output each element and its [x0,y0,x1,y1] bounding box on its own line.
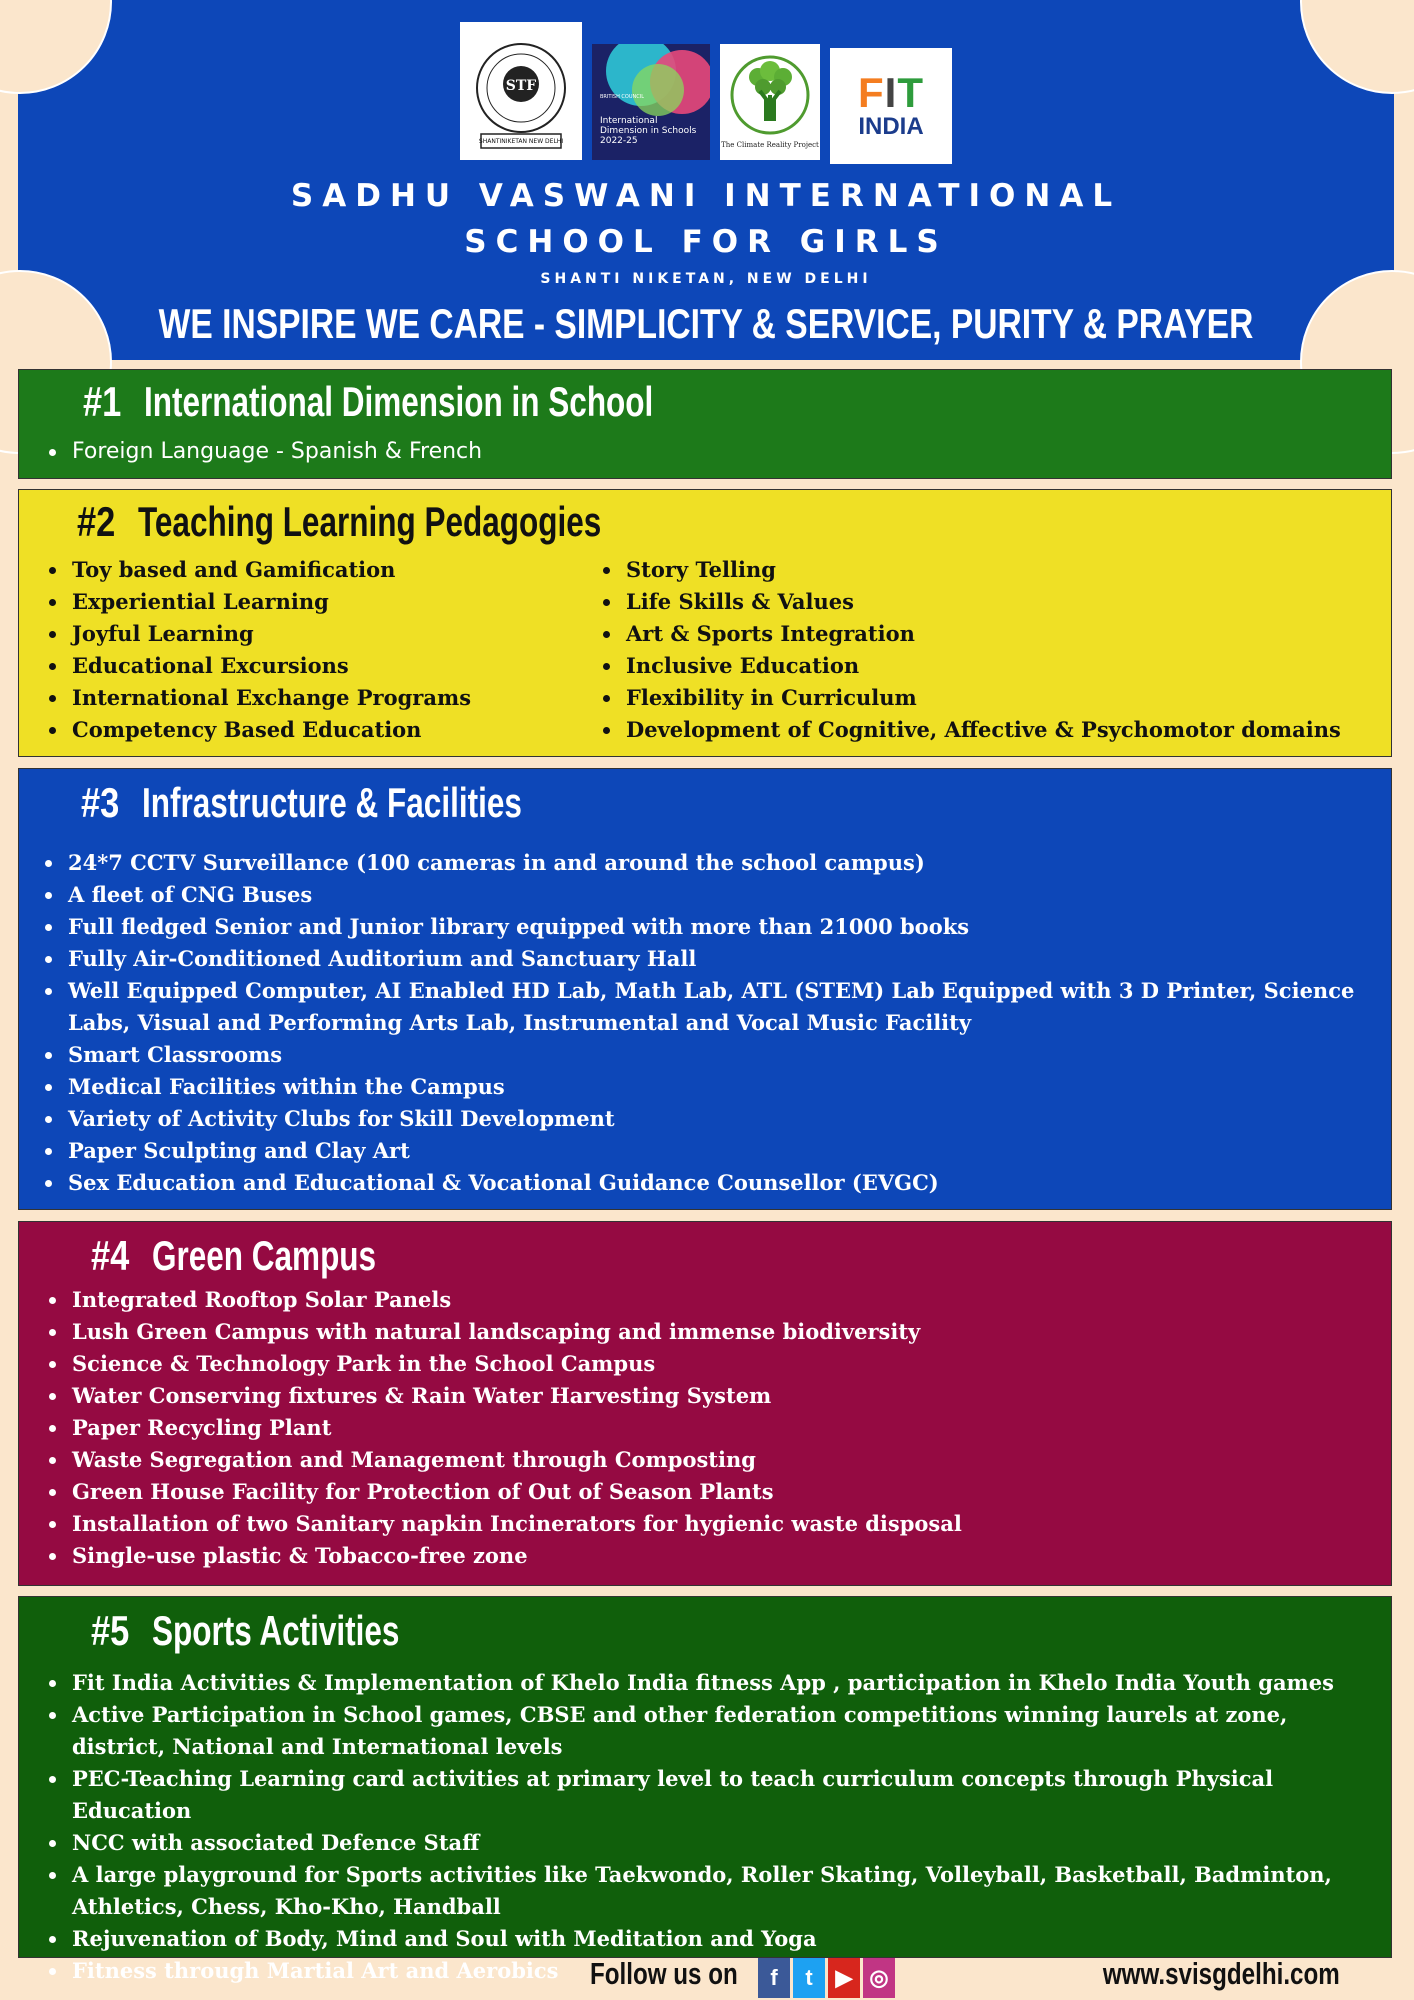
list-item: PEC-Teaching Learning card activities at primary level to teach curriculum concepts through Physical Education [43,1763,1373,1827]
social-links [758,1958,895,1998]
header-banner [18,0,1394,360]
youtube-icon[interactable]: ▶ [828,1958,860,1998]
tree-hand-icon [730,55,810,141]
list-item: Lush Green Campus with natural landscaping and immense biodiversity [43,1316,1373,1348]
list-item: Flexibility in Curriculum [597,682,1341,714]
section-title: International Dimension in School [143,378,654,425]
follow-us-label: Follow us on [590,1956,738,1991]
section-heading [81,779,648,827]
school-motto: WE INSPIRE WE CARE - SIMPLICITY & SERVICE, PURITY & PRAYER [158,300,1254,347]
green-campus-program-logo [720,44,820,160]
list-item: Paper Recycling Plant [43,1412,1373,1444]
british-council-ids-logo [592,44,710,160]
fit-wordmark: FIT [858,69,924,116]
section-title: Sports Activities [151,1607,400,1654]
list-item: Waste Segregation and Management through Composting [43,1444,1373,1476]
section-heading [83,378,823,426]
list-item: Active Participation in School games, CBSE and other federation competitions winning laurels at zone, district, National and International levels [43,1699,1373,1763]
instagram-icon[interactable]: ◎ [863,1958,895,1998]
list-item: 24*7 CCTV Surveillance (100 cameras in and around the school campus) [39,847,1369,879]
section-international-dimension [18,369,1392,479]
section-list-right [597,554,1341,746]
ids-label: International Dimension in Schools 2022-25 [600,116,697,146]
section-teaching-pedagogies [18,489,1392,757]
list-item: Smart Classrooms [39,1039,1369,1071]
list-item: Single-use plastic & Tobacco-free zone [43,1540,1373,1572]
section-title: Green Campus [151,1232,376,1279]
section-list [39,847,1369,1199]
svis-school-crest-logo [460,22,582,160]
list-item: A large playground for Sports activities like Taekwondo, Roller Skating, Volleyball, Basketball, Badminton, Athletics, Chess, Kho-Kho, Handball [43,1859,1373,1923]
list-item: Science & Technology Park in the School Campus [43,1348,1373,1380]
list-item: Medical Facilities within the Campus [39,1071,1369,1103]
list-item: Life Skills & Values [597,586,1341,618]
school-location: SHANTI NIKETAN, NEW DELHI [540,271,872,287]
list-item: Experiential Learning [43,586,471,618]
section-title: Infrastructure & Facilities [141,779,522,826]
section-heading [91,1607,482,1655]
list-item: Variety of Activity Clubs for Skill Development [39,1103,1369,1135]
section-green-campus [18,1221,1392,1586]
twitter-icon[interactable]: t [793,1958,825,1998]
section-title: Teaching Learning Pedagogies [137,498,601,545]
list-item: Fully Air-Conditioned Auditorium and Sanctuary Hall [39,943,1369,975]
crest-caption: SHANTINIKETAN NEW DELHI [478,137,564,145]
british-council-label: BRITISH COUNCIL [600,94,645,100]
green-campus-caption: The Climate Reality Project [721,141,819,149]
list-item: Development of Cognitive, Affective & Psychomotor domains [597,714,1341,746]
logo-strip [18,22,1394,164]
list-item: Competency Based Education [43,714,471,746]
list-item: Sex Education and Educational & Vocational Guidance Counsellor (EVGC) [39,1167,1369,1199]
list-item: Paper Sculpting and Clay Art [39,1135,1369,1167]
section-infrastructure [18,768,1392,1210]
section-list [43,436,482,468]
section-number: #2 [77,498,116,545]
list-item: Toy based and Gamification [43,554,471,586]
section-list-left [43,554,471,746]
list-item: Art & Sports Integration [597,618,1341,650]
list-item: Well Equipped Computer, AI Enabled HD Lab, Math Lab, ATL (STEM) Lab Equipped with 3 D Printer, Science Labs, Visual and Performing Arts Lab, Instrumental and Vocal Music Facility [39,975,1369,1039]
facebook-icon[interactable]: f [758,1958,790,1998]
website-link[interactable]: www.svisgdelhi.com [1103,1956,1340,1991]
list-item: Joyful Learning [43,618,471,650]
fit-india-logo [830,48,952,164]
list-item: Educational Excursions [43,650,471,682]
section-heading [91,1232,450,1280]
section-heading [77,498,755,546]
section-number: #4 [91,1232,130,1279]
section-number: #5 [91,1607,130,1654]
list-item: Water Conserving fixtures & Rain Water Harvesting System [43,1380,1373,1412]
list-item: International Exchange Programs [43,682,471,714]
section-list [43,1284,1373,1572]
school-name-line1: SADHU VASWANI INTERNATIONAL [290,178,1122,214]
list-item: Fit India Activities & Implementation of Khelo India fitness App , participation in Khelo India Youth games [43,1667,1373,1699]
section-list [43,1667,1373,1987]
list-item: Inclusive Education [597,650,1341,682]
list-item: Story Telling [597,554,1341,586]
list-item: Integrated Rooftop Solar Panels [43,1284,1373,1316]
list-item: Foreign Language - Spanish & French [43,436,482,468]
list-item: Green House Facility for Protection of Out of Season Plants [43,1476,1373,1508]
svg-text:STF: STF [505,77,537,94]
list-item: Rejuvenation of Body, Mind and Soul with Meditation and Yoga [43,1923,1373,1955]
list-item: Fitness through Martial Art and Aerobics [43,1955,1373,1987]
section-number: #3 [81,779,120,826]
list-item: Installation of two Sanitary napkin Incinerators for hygienic waste disposal [43,1508,1373,1540]
fit-india-subtitle: INDIA [858,113,924,140]
list-item: A fleet of CNG Buses [39,879,1369,911]
school-name-line2: SCHOOL FOR GIRLS [464,224,948,260]
list-item: Full fledged Senior and Junior library equipped with more than 21000 books [39,911,1369,943]
section-number: #1 [83,378,122,425]
list-item: NCC with associated Defence Staff [43,1827,1373,1859]
